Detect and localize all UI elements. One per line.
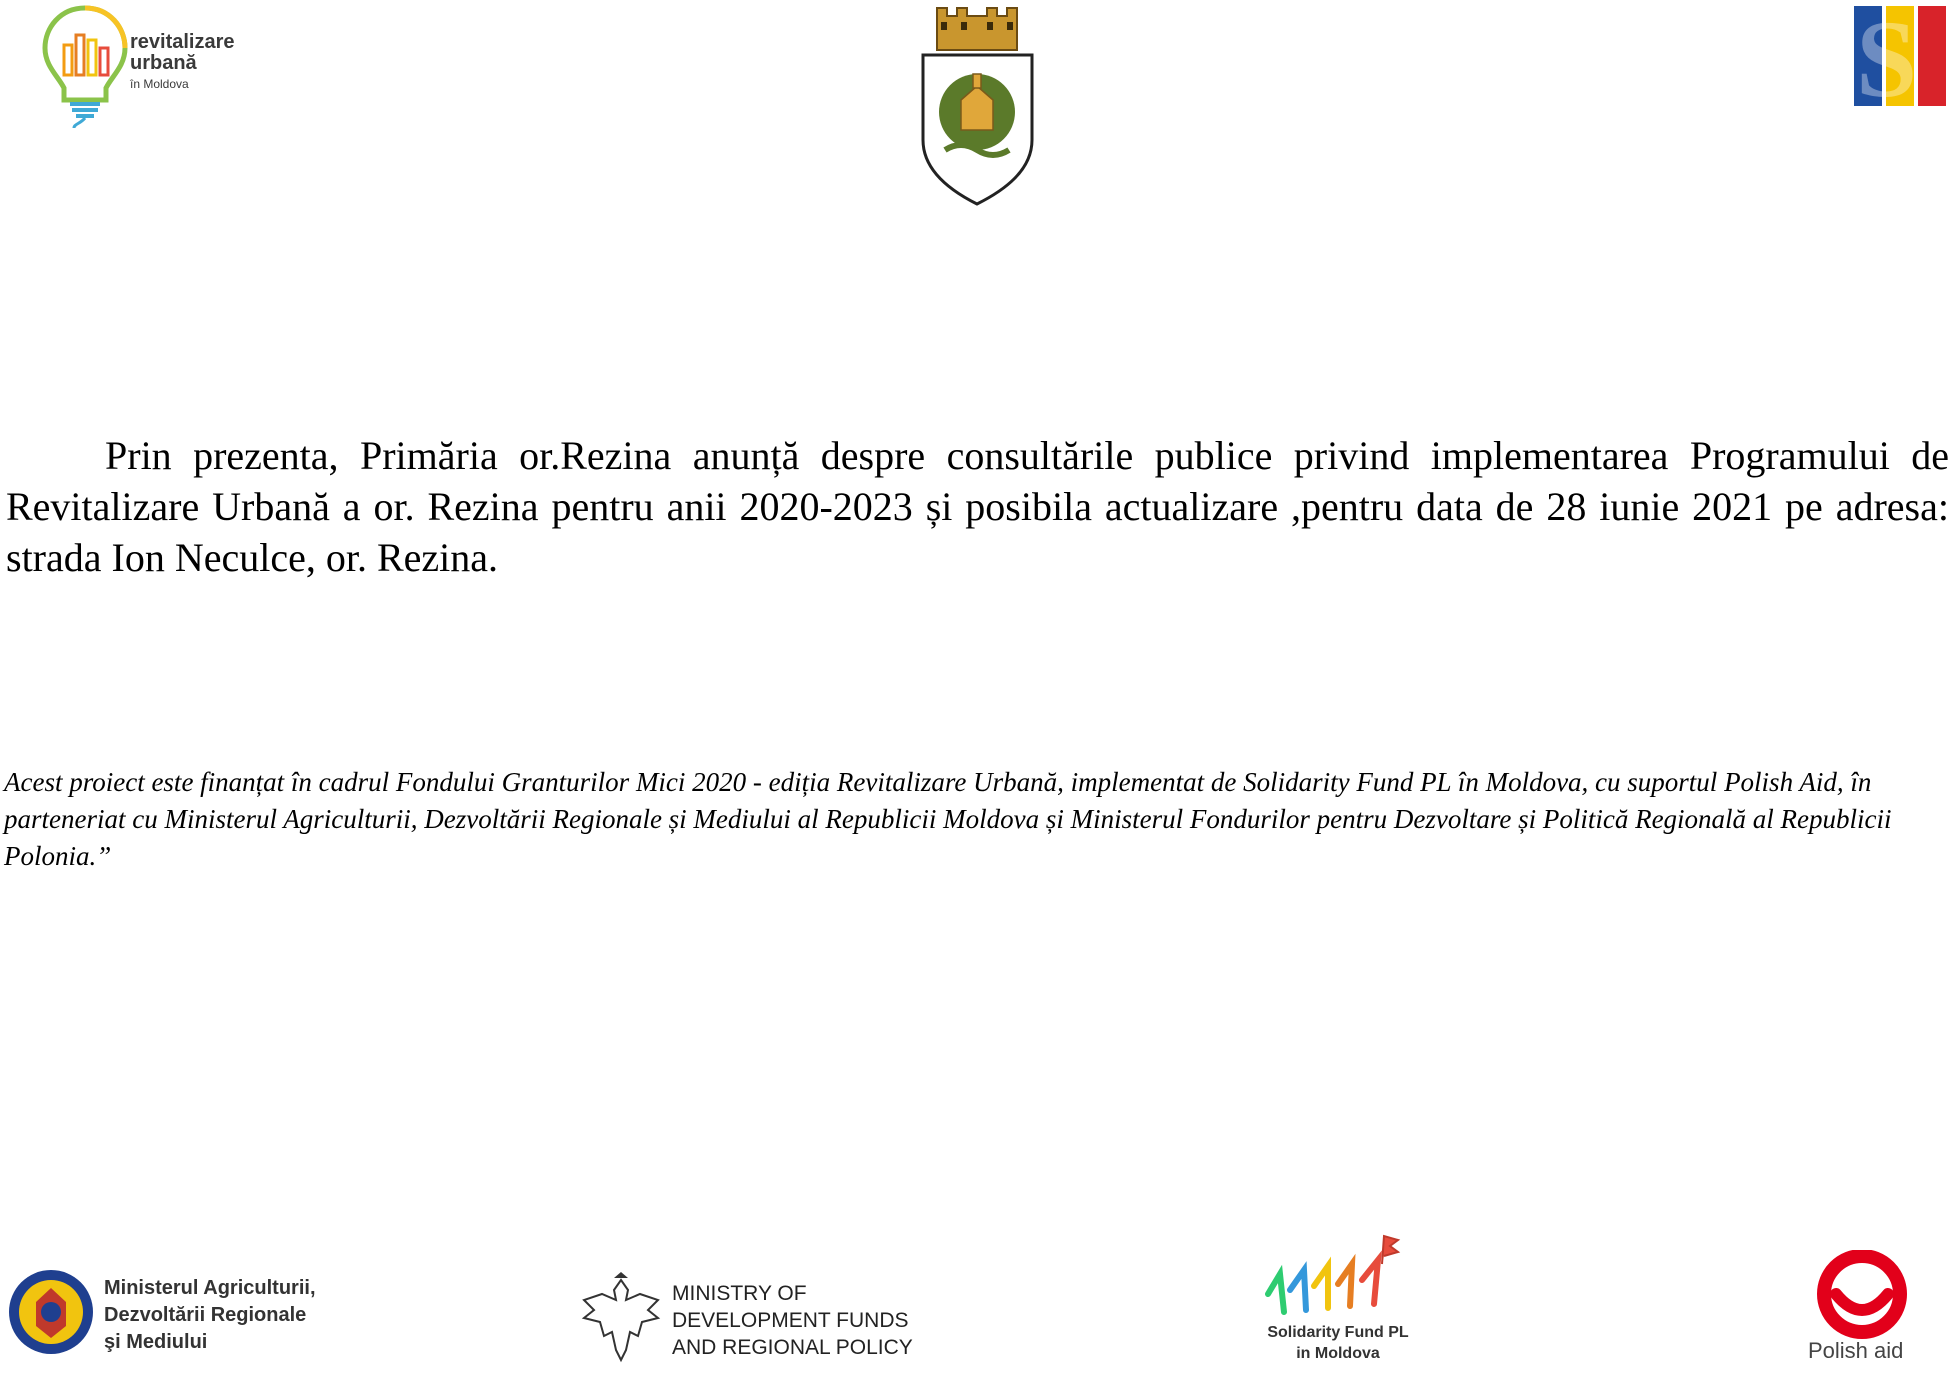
revit-logo-line3: în Moldova [130,77,189,91]
mfrp-line2: DEVELOPMENT FUNDS [672,1309,909,1332]
revitalizare-urbana-logo [40,0,260,135]
lightbulb-icon [40,0,130,130]
polish-eagle-icon [578,1270,664,1366]
mfrp-logo [578,1270,958,1370]
svg-text:S: S [1856,0,1918,110]
polish-aid-icon [1790,1250,1935,1340]
madrm-logo [6,1262,326,1362]
solidarity-fund-logo [1258,1234,1418,1364]
announcement-paragraph: Prin prezenta, Primăria or.Rezina anunță despre consultările publice privind implementarea Programului de Revitalizare Urbană a or. Rezina pentru anii 2020-2023 și posibila actualizare ,pentru data de 28 iunie 2021 pe adresa: strada Ion Neculce, or. Rezina. [6,433,1949,580]
mfrp-line3: AND REGIONAL POLICY [672,1336,913,1359]
revit-logo-line2: urbană [130,52,197,74]
revit-logo-line1: revitalizare [130,31,235,53]
polish-aid-logo [1790,1250,1935,1365]
spf-logo [1850,0,1949,110]
madrm-line3: şi Mediului [104,1331,208,1353]
polish-aid-label: Polish aid [1808,1338,1904,1363]
funding-disclaimer: Acest proiect este finanțat în cadrul Fondului Granturilor Mici 2020 - ediția Revitalizare Urbană, implementat de Solidarity Fund PL în Moldova, cu suportul Polish Aid, în parteneriat cu Ministerul Agriculturii, Dezvoltării Regionale și Mediului al Republicii Moldova și Ministerul Fondurilor pentru Dezvoltare și Politică Regională al Republicii Polonia.” [4,767,1892,871]
moldova-emblem-icon [6,1262,96,1362]
sfpl-line2: in Moldova [1296,1345,1380,1362]
madrm-line2: Dezvoltării Regionale [104,1304,307,1326]
coat-of-arms-icon [915,0,1040,210]
solidarity-figures-icon [1258,1234,1418,1324]
mfrp-line1: MINISTRY OF [672,1282,807,1305]
madrm-line1: Ministerul Agriculturii, [104,1277,316,1299]
sfpl-line1: Solidarity Fund PL [1267,1324,1409,1341]
